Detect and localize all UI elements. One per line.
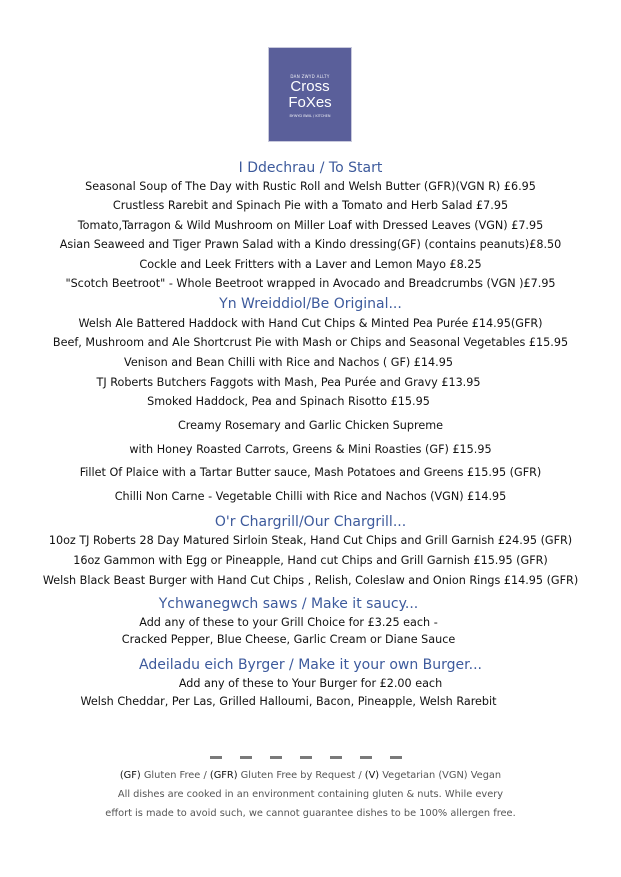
menu-item: Welsh Cheddar, Per Las, Grilled Halloumi, Bacon, Pineapple, Welsh Rarebit [80, 695, 497, 708]
menu-item: Beef, Mushroom and Ale Shortcrust Pie with Mash or Chips and Seasonal Vegetables £15.95 [52, 336, 569, 349]
gf-label: Gluten Free / [140, 770, 210, 781]
menu-item: Venison and Bean Chilli with Rice and Nachos ( GF) £14.95 [124, 356, 453, 369]
logo-top-text: DAN ZWYD ALLTY [290, 74, 330, 79]
menu-item: TJ Roberts Butchers Faggots with Mash, Pea Purée and Gravy £13.95 [96, 376, 481, 389]
menu-item: Smoked Haddock, Pea and Spinach Risotto £15.95 [147, 395, 430, 408]
allergen-notice-line1: All dishes are cooked in an environment containing gluten & nuts. While every [117, 789, 504, 800]
section-heading-chargrill: O'r Chargrill/Our Chargrill... [214, 514, 407, 530]
v-key: (V) [364, 770, 380, 781]
cross-foxes-logo [268, 47, 352, 142]
menu-item: Welsh Ale Battered Haddock with Hand Cut Chips & Minted Pea Purée £14.95(GFR) [78, 317, 543, 330]
menu-item: with Honey Roasted Carrots, Greens & Mini Roasties (GF) £15.95 [129, 443, 492, 456]
section-heading-original: Yn Wreiddiol/Be Original... [219, 296, 402, 312]
menu-item: Asian Seaweed and Tiger Prawn Salad with a Kindo dressing(GF) (contains peanuts)£8.50 [59, 238, 562, 251]
menu-item: Cracked Pepper, Blue Cheese, Garlic Cream or Diane Sauce [121, 633, 456, 646]
menu-item: Fillet Of Plaice with a Tartar Butter sauce, Mash Potatoes and Greens £15.95 (GFR) [79, 466, 542, 479]
menu-item: Seasonal Soup of The Day with Rustic Roll and Welsh Butter (GFR)(VGN R) £6.95 [85, 180, 536, 193]
gfr-key: (GFR) [209, 770, 238, 781]
section-heading-saucy: Ychwanegwch saws / Make it saucy... [158, 596, 419, 612]
menu-item: "Scotch Beetroot" - Whole Beetroot wrapped in Avocado and Breadcrumbs (VGN )£7.95 [65, 277, 556, 290]
menu-item: Crustless Rarebit and Spinach Pie with a Tomato and Herb Salad £7.95 [112, 199, 509, 212]
logo-bottom-text: BYWYD BWIL / KITCHEN [289, 114, 331, 118]
cropped-text-remnant [210, 756, 420, 759]
menu-item: Welsh Black Beast Burger with Hand Cut Chips , Relish, Coleslaw and Onion Rings £14.95 (GFR) [42, 574, 579, 587]
menu-item: 16oz Gammon with Egg or Pineapple, Hand cut Chips and Grill Garnish £15.95 (GFR) [73, 554, 548, 567]
dietary-legend [0, 769, 621, 783]
menu-item: Tomato,Tarragon & Wild Mushroom on Miller Loaf with Dressed Leaves (VGN) £7.95 [77, 219, 544, 232]
gf-key: (GF) [119, 770, 141, 781]
menu-item: Cockle and Leek Fritters with a Laver and Lemon Mayo £8.25 [139, 258, 482, 271]
v-label: Vegetarian (VGN) Vegan [379, 770, 502, 781]
menu-item: Add any of these to your Grill Choice for £3.25 each - [139, 616, 438, 629]
menu-item: Add any of these to Your Burger for £2.00 each [178, 677, 443, 690]
gfr-label: Gluten Free by Request / [237, 770, 365, 781]
logo-name-line1: Cross [290, 78, 330, 95]
section-heading-start: I Ddechrau / To Start [238, 160, 383, 176]
menu-item: 10oz TJ Roberts 28 Day Matured Sirloin Steak, Hand Cut Chips and Grill Garnish £24.95 (GFR) [48, 534, 573, 547]
logo-name-line2: FoXes [288, 94, 332, 111]
menu-item: Creamy Rosemary and Garlic Chicken Supreme [177, 419, 444, 432]
section-heading-burger: Adeiladu eich Byrger / Make it your own Burger... [139, 657, 482, 673]
menu-item: Chilli Non Carne - Vegetable Chilli with Rice and Nachos (VGN) £14.95 [114, 490, 507, 503]
allergen-notice-line2: effort is made to avoid such, we cannot guarantee dishes to be 100% allergen free. [105, 808, 516, 819]
